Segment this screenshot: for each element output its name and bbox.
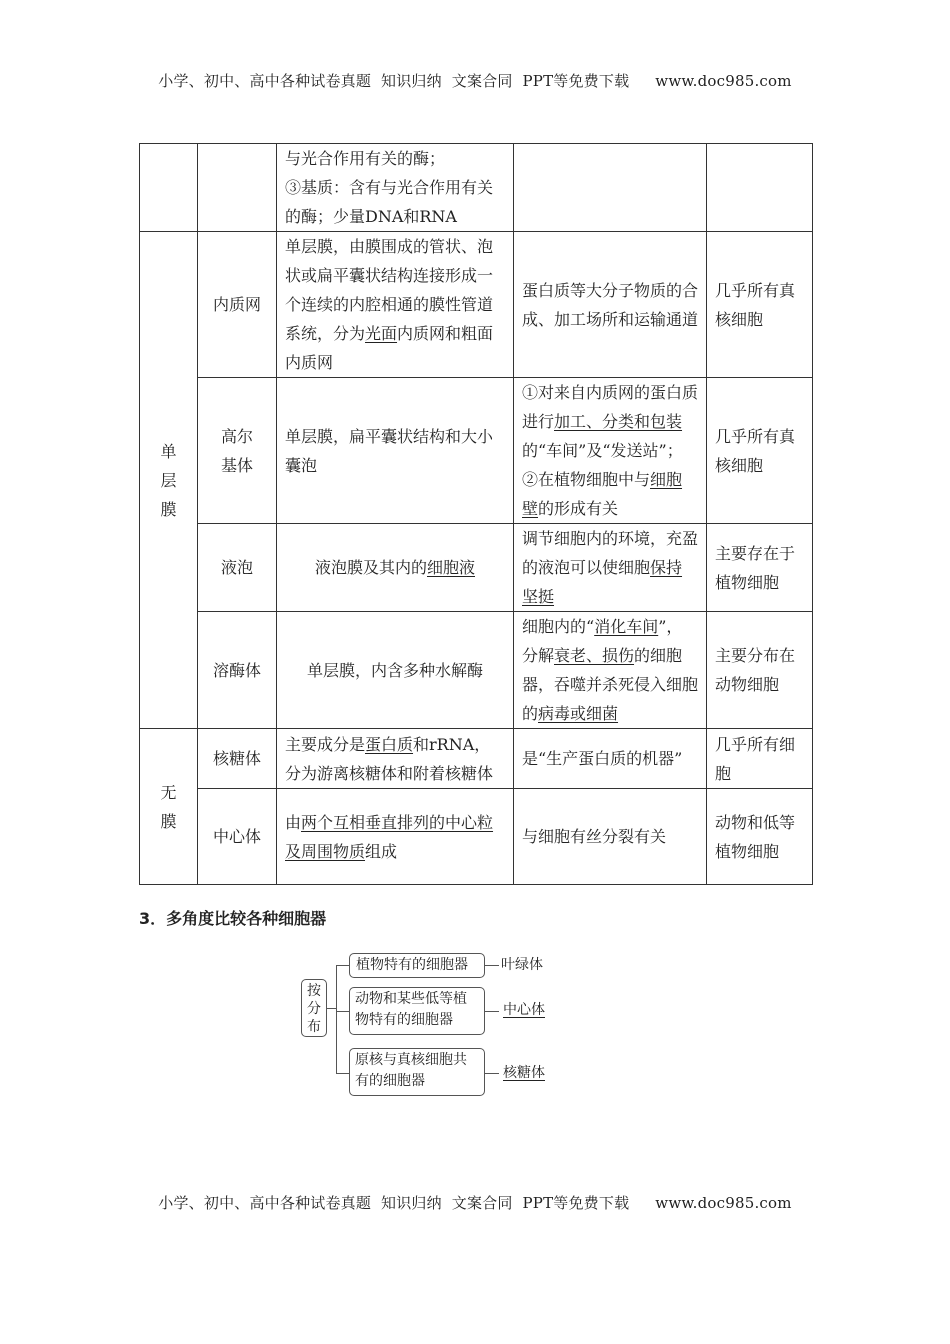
table-row — [140, 378, 813, 524]
organelle-table — [139, 143, 813, 885]
diagram-result-centrosome: 中心体 — [503, 1002, 545, 1018]
section-title: 3．多角度比较各种细胞器 — [139, 909, 327, 928]
diagram-box-common: 原核与真核细胞共有的细胞器 — [349, 1048, 485, 1096]
footer-text: 小学、初中、高中各种试卷真题 知识归纳 文案合同 PPT等免费下载 — [158, 1194, 630, 1212]
table-row — [140, 789, 813, 885]
distribution-cell: 几乎所有细胞 — [707, 729, 813, 789]
structure-cell: 单层膜，扁平囊状结构和大小囊泡 — [277, 378, 514, 524]
distribution-cell: 动物和低等植物细胞 — [707, 789, 813, 885]
diagram-result-chloroplast: 叶绿体 — [501, 957, 543, 973]
structure-cell: 单层膜，由膜围成的管状、泡状或扁平囊状结构连接形成一个连续的内腔相通的膜性管道系统，分为光面内质网和粗面内质网 — [277, 232, 514, 378]
function-cell: 细胞内的“消化车间”，分解衰老、损伤的细胞器，吞噬并杀死侵入细胞的病毒或细菌 — [514, 612, 707, 729]
category-no-membrane: 无 膜 — [140, 729, 198, 885]
footer-site: www.doc985.com — [655, 1194, 792, 1212]
organelle-name: 核糖体 — [198, 729, 277, 789]
structure-cell: 主要成分是蛋白质和rRNA，分为游离核糖体和附着核糖体 — [277, 729, 514, 789]
diagram-root-box — [301, 979, 327, 1037]
table-row — [140, 144, 813, 232]
organelle-name: 溶酶体 — [198, 612, 277, 729]
structure-cell: 液泡膜及其内的细胞液 — [277, 524, 514, 612]
category-single-membrane: 单 层 膜 — [140, 232, 198, 729]
distribution-cell: 主要存在于植物细胞 — [707, 524, 813, 612]
table-row — [140, 524, 813, 612]
distribution-cell: 几乎所有真核细胞 — [707, 378, 813, 524]
table-row — [140, 612, 813, 729]
function-cell: 蛋白质等大分子物质的合成、加工场所和运输通道 — [514, 232, 707, 378]
diagram-root-label: 按分布 — [307, 983, 321, 1035]
distribution-cell: 主要分布在动物细胞 — [707, 612, 813, 729]
function-cell: ①对来自内质网的蛋白质进行加工、分类和包装的“车间”及“发送站”； ②在植物细胞中与细胞壁的形成有关 — [514, 378, 707, 524]
structure-cell: 由两个互相垂直排列的中心粒及周围物质组成 — [277, 789, 514, 885]
table-row — [140, 232, 813, 378]
function-cell: 与细胞有丝分裂有关 — [514, 789, 707, 885]
distribution-cell: 几乎所有真核细胞 — [707, 232, 813, 378]
diagram-box-animal: 动物和某些低等植物特有的细胞器 — [349, 987, 485, 1035]
page-header — [0, 70, 950, 91]
chloroplast-structure-cell: 与光合作用有关的酶； ③基质：含有与光合作用有关的酶；少量DNA和RNA — [277, 144, 514, 232]
function-cell: 是“生产蛋白质的机器” — [514, 729, 707, 789]
diagram-box-plant: 植物特有的细胞器 — [349, 953, 485, 978]
structure-cell: 单层膜，内含多种水解酶 — [277, 612, 514, 729]
diagram-result-ribosome: 核糖体 — [503, 1065, 545, 1081]
function-cell: 调节细胞内的环境，充盈的液泡可以使细胞保持坚挺 — [514, 524, 707, 612]
page-footer — [0, 1192, 950, 1213]
table-row — [140, 729, 813, 789]
organelle-name: 中心体 — [198, 789, 277, 885]
organelle-name: 内质网 — [198, 232, 277, 378]
organelle-name: 液泡 — [198, 524, 277, 612]
header-site: www.doc985.com — [655, 72, 792, 90]
header-text: 小学、初中、高中各种试卷真题 知识归纳 文案合同 PPT等免费下载 — [158, 72, 630, 90]
organelle-name: 高尔 基体 — [198, 378, 277, 524]
